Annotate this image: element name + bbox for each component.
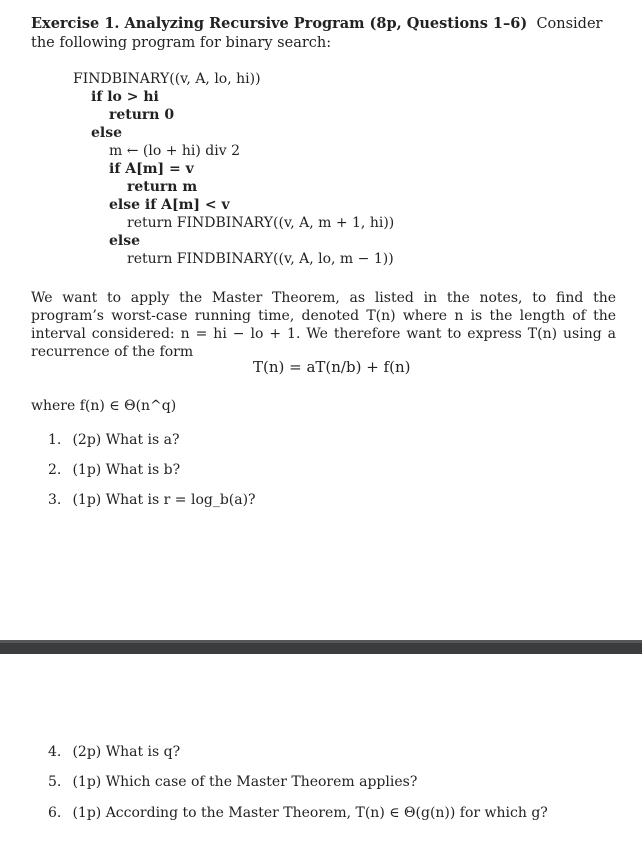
question-text: (1p) Which case of the Master Theorem applies?: [72, 774, 418, 790]
code-line-else-2: else: [109, 233, 141, 249]
code-line-text: FINDBINARY((v, A, lo, hi)): [73, 71, 261, 87]
code-line-else-if: else if A[m] < v: [109, 197, 230, 213]
question-text: (1p) What is b?: [72, 462, 181, 478]
question-5: [48, 774, 417, 790]
code-line-signature: [73, 70, 261, 88]
code-line-return-left: return FINDBINARY((v, A, lo, m − 1)): [127, 251, 394, 267]
code-line-midpoint: m ← (lo + hi) div 2: [109, 143, 241, 159]
code-line-return-zero: return 0: [109, 107, 175, 123]
code-line-else: else: [91, 125, 123, 141]
question-number: 6.: [48, 805, 62, 821]
question-number: 5.: [48, 774, 62, 790]
question-4: [48, 744, 180, 760]
exercise-intro: Consider the following program for binary search:: [31, 16, 603, 51]
question-3: [48, 492, 256, 508]
question-number: 3.: [48, 492, 62, 508]
question-2: [48, 462, 180, 478]
code-line-if-equal: if A[m] = v: [109, 161, 194, 177]
question-text: (2p) What is a?: [72, 432, 180, 448]
question-1: [48, 432, 180, 448]
question-text: (2p) What is q?: [72, 744, 181, 760]
code-line-return-right: return FINDBINARY((v, A, m + 1, hi)): [127, 215, 395, 231]
question-text: (1p) According to the Master Theorem, T(n) ∈ Θ(g(n)) for which g?: [72, 805, 548, 821]
recurrence-formula: T(n) = aT(n/b) + f(n): [253, 358, 411, 376]
master-theorem-paragraph: We want to apply the Master Theorem, as listed in the notes, to find the program’s worst-case running time, denoted T(n) where n is the length of the interval considered: n = hi − lo + 1. We therefore want to express T(n) using a recurrence of the form: [31, 290, 616, 360]
exercise-heading: [31, 14, 621, 53]
question-number: 4.: [48, 744, 62, 760]
question-number: 1.: [48, 432, 62, 448]
exercise-title: Exercise 1. Analyzing Recursive Program (8p, Questions 1–6): [31, 15, 528, 32]
where-clause: where f(n) ∈ Θ(n^q): [31, 398, 177, 414]
question-6: [48, 805, 548, 821]
page-break-divider: [0, 640, 642, 654]
question-text: (1p) What is r = log_b(a)?: [72, 492, 256, 508]
code-line-return-m: return m: [127, 179, 198, 195]
question-number: 2.: [48, 462, 62, 478]
code-line-if: if lo > hi: [91, 89, 159, 105]
